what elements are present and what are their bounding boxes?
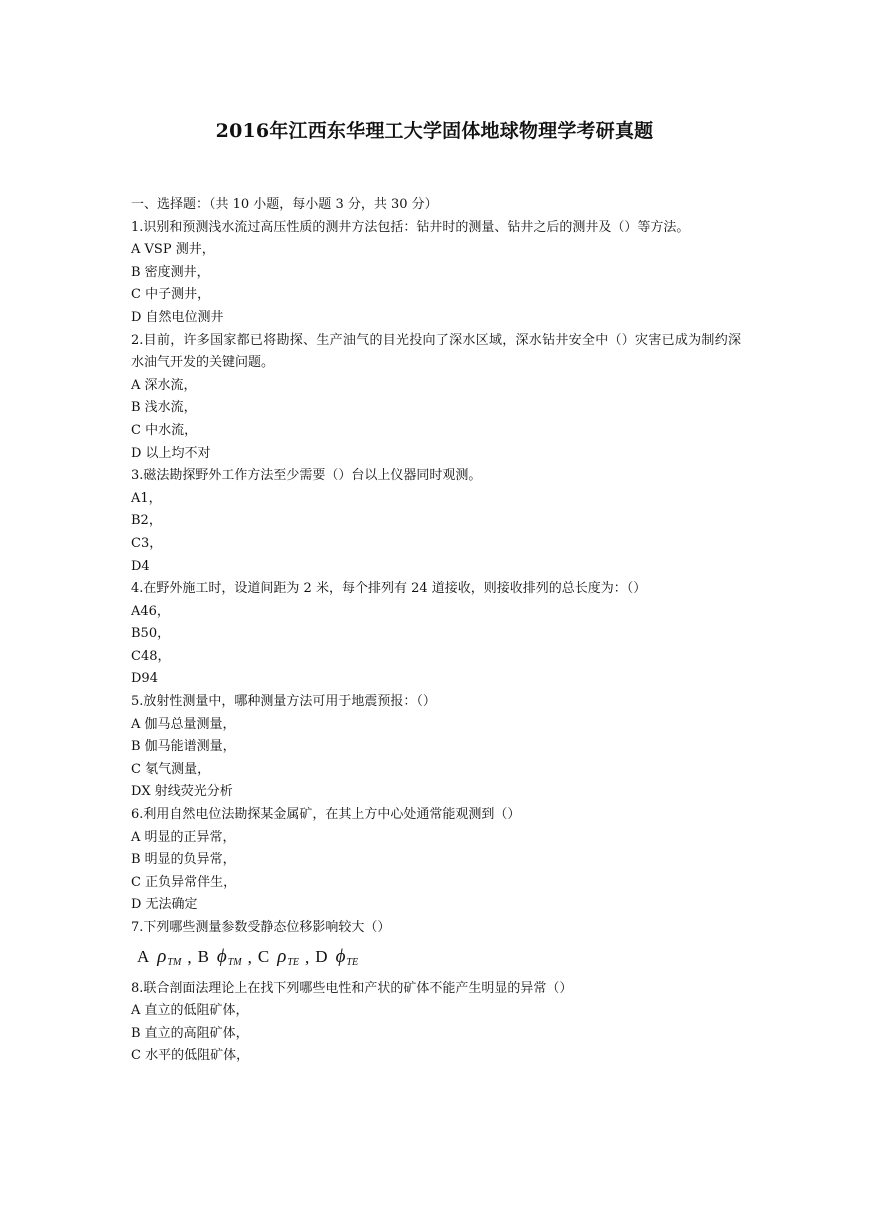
section-heading: 一、选择题：（共 10 小题，每小题 3 分，共 30 分） [131,197,438,212]
question-4-option-b: B50， [131,626,171,642]
question-2-option-b: B 浅水流， [131,400,197,416]
question-5-option-d: DX 射线荧光分析 [131,784,233,800]
question-7-option-d: D ϕ TE [315,945,359,968]
question-8-option-b: B 直立的高阻矿体， [131,1025,249,1041]
question-1-option-c: C 中子测井， [131,287,211,303]
question-8-stem: 8.联合剖面法理论上在找下列哪些电性和产状的矿体不能产生明显的异常（） [131,980,573,996]
phi-symbol: ϕ [335,945,346,967]
question-7-option-b: B ϕ TM [197,945,242,968]
question-5-option-b: B 伽马能谱测量， [131,739,236,755]
question-7-stem: 7.下列哪些测量参数受静态位移影响较大（） [131,920,391,935]
question-2-option-c: C 中水流， [131,422,198,438]
question-3-option-c: C3， [131,535,163,551]
question-3-option-d: D4 [131,558,150,574]
question-4-option-d: D94 [131,671,158,687]
exam-content [131,194,741,1068]
question-7-option-c: C ρ TE [257,945,300,968]
rho-symbol: ρ [277,945,287,967]
question-1-option-d: D 自然电位测井 [131,309,224,325]
question-6-option-c: C 正负异常伴生， [131,874,237,890]
question-8-option-a: A 直立的低阻矿体， [131,1003,249,1019]
question-1-stem: 1.识别和预测浅水流过高压性质的测井方法包括：钻井时的测量、钻井之后的测井及（）等方法。 [131,219,690,235]
question-6-stem: 6.利用自然电位法勘探某金属矿，在其上方中心处通常能观测到（） [131,807,521,823]
question-2-option-a: A 深水流， [131,377,197,393]
phi-symbol: ϕ [216,945,227,967]
rho-symbol: ρ [157,945,167,967]
question-6-option-a: A 明显的正异常， [131,829,236,845]
question-4-stem: 4.在野外施工时，设道间距为 2 米，每个排列有 24 道接收，则接收排列的总长度为：（） [131,581,647,597]
question-2-option-d: D 以上均不对 [131,445,211,461]
question-5-stem: 5.放射性测量中，哪种测量方法可用于地震预报：（） [131,694,436,710]
question-5-option-c: C 氡气测量， [131,761,211,777]
question-3-stem: 3.磁法勘探野外工作方法至少需要（）台以上仪器同时观测。 [131,468,482,484]
question-5-option-a: A 伽马总量测量， [131,716,236,732]
question-4-option-a: A46， [131,603,170,619]
question-1-option-a: A VSP 测井， [131,242,215,258]
question-7-formula-options: A ρ TM , B ϕ TM , C ρ TE , D ϕ TE [131,942,741,976]
question-6-option-b: B 明显的负异常， [131,852,236,868]
question-6-option-d: D 无法确定 [131,897,198,913]
question-8-option-c: C 水平的低阻矿体， [131,1048,250,1064]
question-1-option-b: B 密度测井， [131,264,210,280]
question-3-option-b: B2， [131,513,162,529]
page-title: 2016年江西东华理工大学固体地球物理学考研真题 [215,120,654,142]
question-4-option-c: C48， [131,648,171,664]
question-2-stem: 2.目前，许多国家都已将勘探、生产油气的目光投向了深水区域，深水钻井安全中（）灾害已成为制约深水油气开发的关键问题。 [131,332,741,371]
question-3-option-a: A1， [131,490,162,506]
question-7-option-a: A ρ TM [137,945,182,968]
